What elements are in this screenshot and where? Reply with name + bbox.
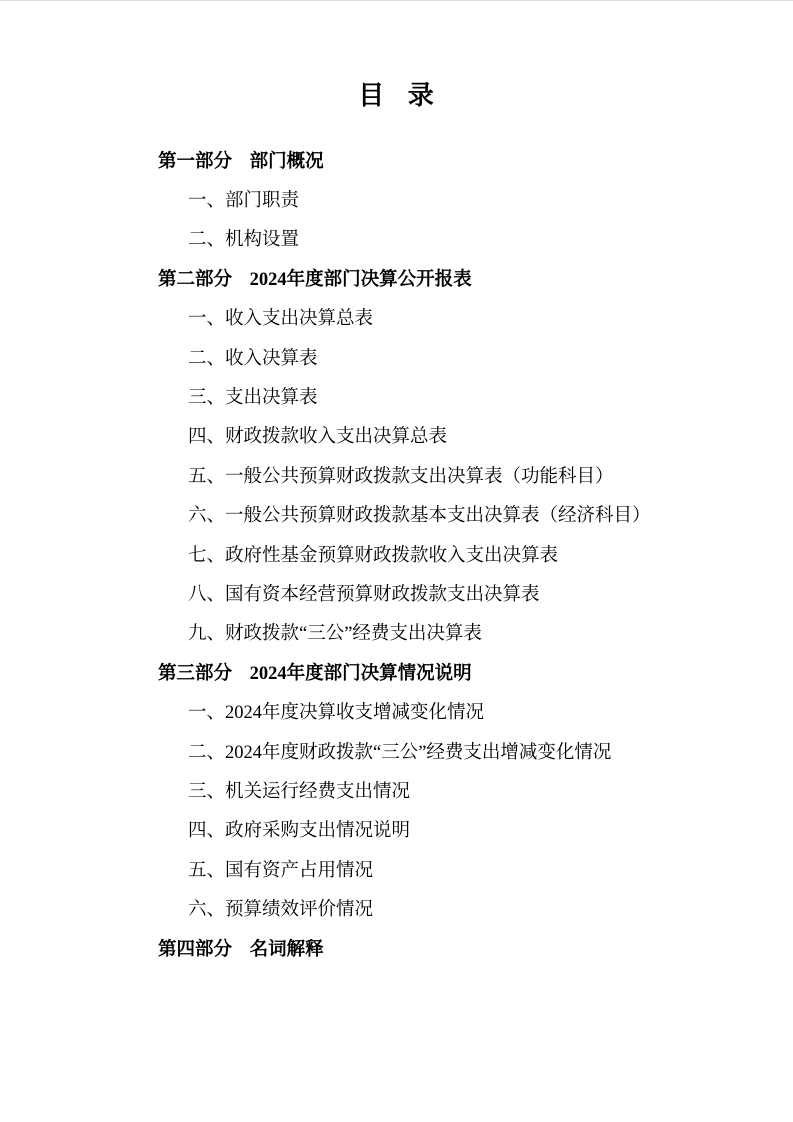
toc-item: 四、财政拨款收入支出决算总表 bbox=[188, 427, 448, 448]
toc-item: 六、预算绩效评价情况 bbox=[188, 900, 374, 921]
page-title: 目 录 bbox=[358, 81, 435, 110]
toc-section-heading: 第三部分 2024年度部门决算情况说明 bbox=[158, 663, 472, 684]
toc-item: 九、财政拨款“三公”经费支出决算表 bbox=[188, 624, 482, 645]
toc-item: 三、机关运行经费支出情况 bbox=[188, 781, 411, 802]
toc-item: 七、政府性基金预算财政拨款收入支出决算表 bbox=[188, 545, 559, 566]
toc-item: 八、国有资本经营预算财政拨款支出决算表 bbox=[188, 584, 540, 605]
toc-item: 四、政府采购支出情况说明 bbox=[188, 821, 411, 842]
toc-item: 二、收入决算表 bbox=[188, 348, 318, 369]
table-of-contents bbox=[158, 140, 753, 967]
toc-item: 六、一般公共预算财政拨款基本支出决算表（经济科目） bbox=[188, 506, 651, 527]
toc-item: 五、一般公共预算财政拨款支出决算表（功能科目） bbox=[188, 466, 614, 487]
toc-section-heading: 第一部分 部门概况 bbox=[158, 151, 324, 172]
toc-item: 一、收入支出决算总表 bbox=[188, 309, 374, 330]
toc-item: 二、机构设置 bbox=[188, 230, 300, 251]
toc-section-heading: 第四部分 名词解释 bbox=[158, 939, 324, 960]
toc-item: 二、2024年度财政拨款“三公”经费支出增减变化情况 bbox=[188, 742, 612, 763]
toc-item: 五、国有资产占用情况 bbox=[188, 860, 374, 881]
toc-item: 一、2024年度决算收支增减变化情况 bbox=[188, 703, 485, 724]
toc-item: 三、支出决算表 bbox=[188, 388, 318, 409]
toc-item: 一、部门职责 bbox=[188, 191, 300, 212]
toc-section-heading: 第二部分 2024年度部门决算公开报表 bbox=[158, 269, 472, 290]
